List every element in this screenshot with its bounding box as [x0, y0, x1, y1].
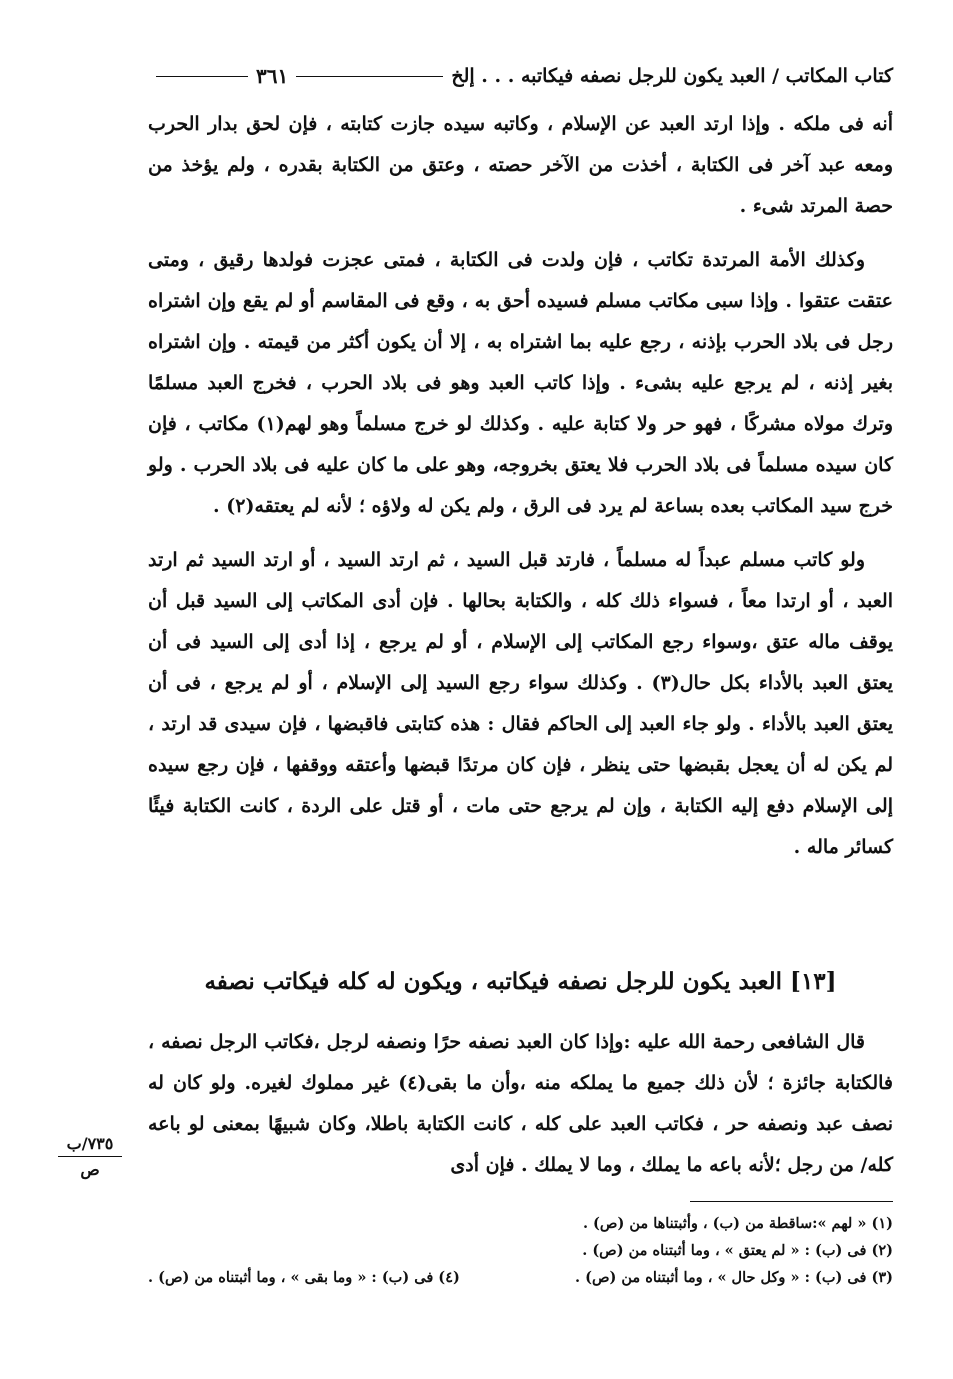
section-text: وإذا كان العبد نصفه حرًا ونصفه لرجل ،فكاتب الرجل نصفه ، فالكتابة جائزة ؛ لأن ذلك جميع ما يملكه منه ،وأن ما بقى(٤) غير مملوك لغيره. ولو كان له نصف عبد ونصفه حر ، فكاتب العبد على كله ، كانت الكتابة باطلا، وكان شبيهًا بمعنى لو باعه كله/ من رجل ؛لأنه باعه ما يملك ، وما لا يملك . فإن أدى [148, 1031, 893, 1176]
running-header [148, 56, 893, 96]
footnote: (٢) فى (ب) : « لم يعتق » ، وما أثبتناه من (ص) . [582, 1242, 893, 1259]
footnotes [148, 1210, 893, 1291]
paragraph: ولو كاتب مسلم عبداً له مسلماً ، فارتد قبل السيد ، ثم ارتد السيد ، أو ارتد السيد ثم ارتد العبد ، أو ارتدا معاً ، فسواء ذلك كله ، والكتابة بحالها . فإن أدى المكاتب إلى السيد قبل أن يوقف ماله عتق ،وسواء رجع المكاتب إلى الإسلام ، أو لم يرجع ، إذا أدى إلى السيد فى أن يعتق العبد بالأداء بكل حال(٣) . وكذلك سواء رجع السيد إلى الإسلام ، أو لم يرجع ، فى أن يعتق العبد بالأداء . ولو جاء العبد إلى الحاكم فقال : هذه كتابتى فاقبضها ، فإن سيدى قد ارتد ، لم يكن له أن يعجل بقبضها حتى ينظر ، فإن كان مرتدًا قبضها وأعتقه ووقفها ، فإن رجع سيده إلى الإسلام دفع إليه الكتابة ، وإن لم يرجع حتى مات ، أو قتل على الردة ، كانت الكتابة فيئًا كسائر ماله . [148, 549, 893, 858]
paragraph [148, 1022, 893, 1186]
section-heading: [١٣] العبد يكون للرجل نصفه فيكاتبه ، ويكون له كله فيكاتب نصفه [204, 968, 837, 995]
manuscript-margin-note [58, 1134, 122, 1179]
footnote: (١) « لهم »:ساقطة من (ب) ، وأثبتناها من (ص) . [582, 1215, 893, 1232]
footnote-row [148, 1264, 893, 1291]
paragraph: أنه فى ملكه . وإذا ارتد العبد عن الإسلام ، وكاتبه سيده جازت كتابته ، فإن لحق بدار الحرب ومعه عبد آخر فى الكتابة ، أخذت من الآخر حصته ، وعتق من الكتابة بقدره ، ولم يؤخذ من حصة المرتد شىء . [148, 113, 893, 217]
body-text [148, 104, 893, 881]
margin-note-bottom: ص [80, 1160, 100, 1179]
margin-note-line [58, 1156, 122, 1157]
running-header-title: كتاب المكاتب / العبد يكون للرجل نصفه فيكاتبه . . . إلخ [451, 65, 893, 87]
section-body [148, 1022, 893, 1199]
page-number: ٣٦١ [256, 64, 289, 88]
margin-note-top: ٧٣٥/ب [66, 1134, 114, 1153]
footnote-separator [690, 1201, 893, 1202]
section-lead: قال الشافعى رحمة الله عليه : [623, 1031, 866, 1053]
footnote: (٤) فى (ب) : « وما بقى » ، وما أثبتناه من (ص) . [148, 1269, 460, 1286]
paragraph: وكذلك الأمة المرتدة تكاتب ، فإن ولدت فى الكتابة ، فمتى عجزت فولدها رقيق ، ومتى عتقت عتقوا . وإذا سبى مكاتب مسلم فسيده أحق به ، وقع فى المقاسم أو لم يقع وإن اشتراه رجل فى بلاد الحرب بإذنه ، رجع عليه بما اشتراه به ، إلا أن يكون أكثر من قيمته . وإن اشتراه بغير إذنه ، لم يرجع عليه بشىء . وإذا كاتب العبد وهو فى بلاد الحرب ، فخرج العبد مسلمًا وترك مولاه مشركًا ، فهو حر ولا كتابة عليه . وكذلك لو خرج مسلماً وهو لهم(١) مكاتب ، فإن كان سيده مسلماً فى بلاد الحرب فلا يعتق بخروجه، وهو على ما كان عليه فى بلاد الحرب . ولو خرج سيد المكاتب بعده بساعة لم يرد فى الرق ، ولم يكن له ولاؤه ؛ لأنه لم يعتقه(٢) . [148, 249, 893, 517]
header-rule [296, 76, 443, 77]
footnote: (٣) فى (ب) : « وكل حال » ، وما أثبتناه من (ص) . [574, 1269, 893, 1286]
header-rule-short [156, 76, 248, 77]
